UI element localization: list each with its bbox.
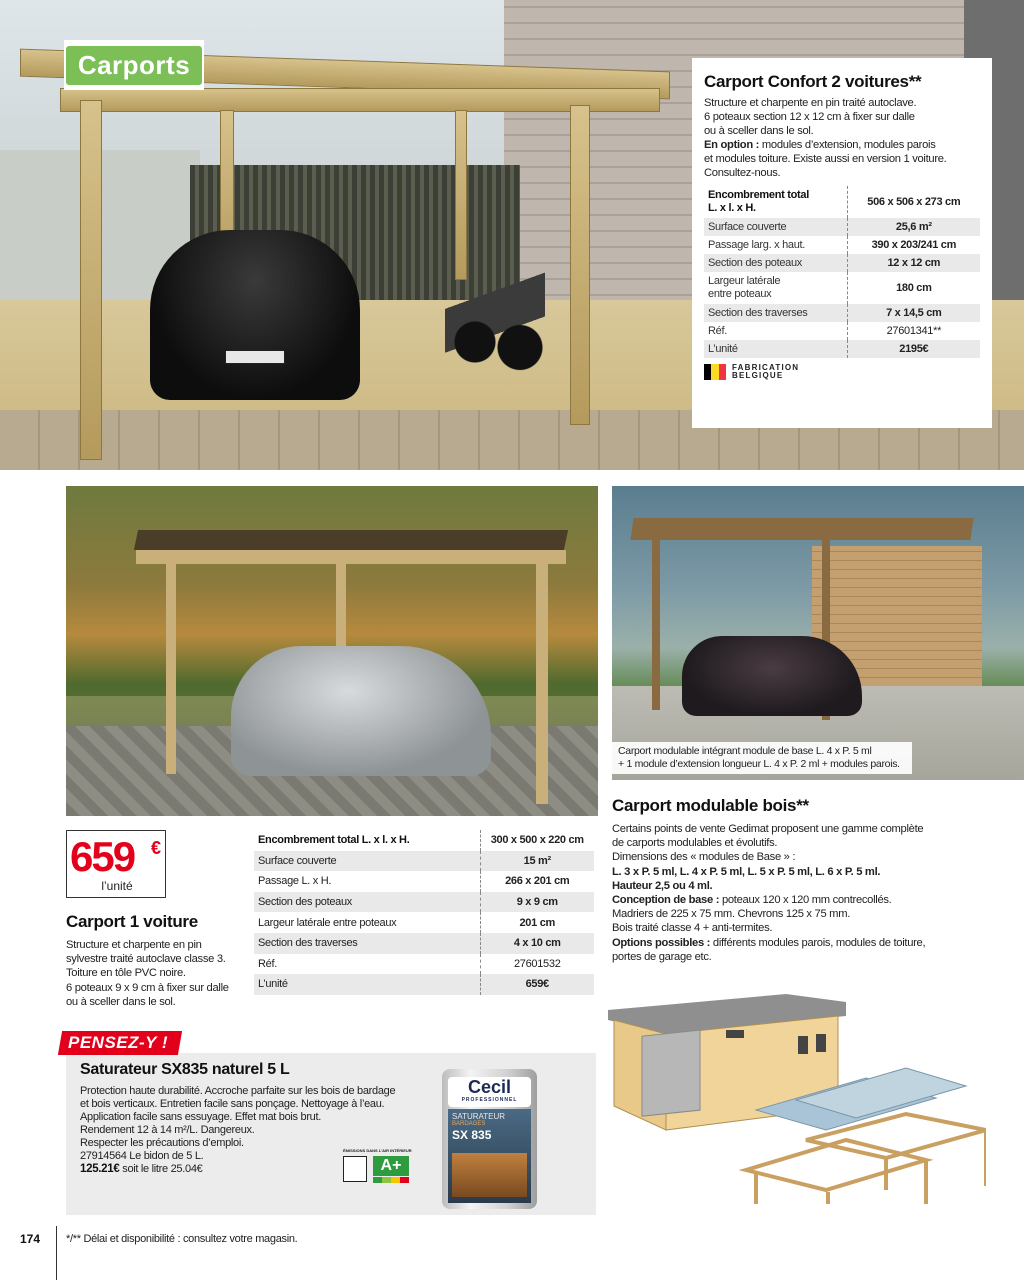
spec-label: Largeur latérale entre poteaux	[254, 912, 480, 933]
section-title: Carports	[66, 46, 202, 85]
fabrication-label	[704, 364, 980, 380]
caption-line: Carport modulable intégrant module de base L. 4 x P. 5 ml	[618, 745, 872, 757]
table-row	[704, 340, 980, 358]
desc-line: Rendement 12 à 14 m²/L. Dangereux.	[80, 1124, 255, 1136]
modulable-title: Carport modulable bois**	[612, 796, 809, 815]
photo1-silver-car	[231, 646, 491, 776]
options-label: Options possibles :	[612, 936, 711, 949]
spec-label: Encombrement total L. x l. x H.	[704, 186, 847, 218]
saturateur-can-image	[442, 1063, 537, 1209]
confort-title: Carport Confort 2 voitures**	[704, 72, 922, 91]
can-code: SX 835	[452, 1128, 492, 1142]
hero-post	[570, 105, 590, 425]
spec-label: Surface couverte	[704, 218, 847, 236]
desc-line: Dimensions des « modules de Base » :	[612, 851, 796, 864]
carport-1-description	[66, 938, 246, 1009]
table-row	[254, 851, 594, 872]
pensez-tag-text: PENSEZ-Y !	[68, 1033, 169, 1052]
table-row	[254, 892, 594, 913]
table-row	[254, 974, 594, 995]
pensez-price: 125.21€	[80, 1163, 120, 1175]
desc-line: Protection haute durabilité. Accroche parfaite sur les bois de bardage	[80, 1085, 396, 1097]
desc-line: Bois traité classe 4 + anti-termites.	[612, 922, 773, 935]
belgium-flag-icon	[704, 364, 726, 380]
spec-label: Passage larg. x haut.	[704, 236, 847, 254]
page-number: 174	[20, 1232, 41, 1246]
photo1-post	[166, 564, 176, 774]
table-row	[704, 218, 980, 236]
photo2-roof	[630, 518, 973, 540]
table-row	[704, 272, 980, 304]
emission-grade: A+	[373, 1156, 409, 1176]
spec-label: Section des traverses	[704, 304, 847, 322]
desc-line: Application facile sans essuyage. Effet mat bois brut.	[80, 1111, 322, 1123]
garage-door	[642, 1030, 700, 1116]
carport-modulable-photo	[612, 486, 1024, 780]
confort-option-label: En option :	[704, 139, 760, 151]
desc-line: Madriers de 225 x 75 mm. Chevrons 125 x 75 mm.	[612, 908, 851, 921]
carport-1-title: Carport 1 voiture	[66, 912, 198, 931]
desc-line: portes de garage etc.	[612, 950, 712, 963]
hero-post	[80, 100, 102, 460]
spec-value: 12 x 12 cm	[847, 254, 980, 272]
footnote: */** Délai et disponibilité : consultez votre magasin.	[66, 1233, 298, 1245]
footer-divider	[56, 1226, 57, 1280]
can-wood-photo	[452, 1153, 527, 1197]
desc-line: Certains points de vente Gedimat proposent une gamme complète	[612, 823, 924, 835]
spec-value: 180 cm	[847, 272, 980, 304]
hero-post	[455, 110, 467, 280]
shed-window	[798, 1036, 808, 1054]
house-icon	[343, 1156, 367, 1182]
price-currency: €	[151, 838, 162, 858]
table-row	[704, 236, 980, 254]
modulable-description	[612, 822, 952, 964]
fabrication-line-1: FABRICATION	[732, 363, 800, 372]
emission-badge	[343, 1148, 413, 1188]
shed-window	[816, 1034, 826, 1052]
desc-line: Toiture en tôle PVC noire.	[66, 967, 186, 980]
spec-value: 266 x 201 cm	[480, 871, 594, 892]
price-unit: l’unité	[101, 879, 133, 893]
spec-label: Surface couverte	[254, 851, 480, 872]
confort-desc-line: Structure et charpente en pin traité autoclave.	[704, 97, 917, 109]
spec-value: 27601532	[480, 954, 594, 975]
desc-line: et bois verticaux. Entretien facile sans ponçage. Nettoyage à l’eau.	[80, 1098, 385, 1110]
options-text: différents modules parois, modules de toiture,	[710, 936, 926, 949]
table-row	[254, 912, 594, 933]
pensez-y-box	[66, 1053, 596, 1215]
spec-value: 7 x 14,5 cm	[847, 304, 980, 322]
spec-value: 201 cm	[480, 912, 594, 933]
photo2-dark-car	[682, 636, 862, 716]
spec-label: Encombrement total L. x l. x H.	[254, 830, 480, 851]
spec-label: Section des traverses	[254, 933, 480, 954]
spec-label: Largeur latérale entre poteaux	[704, 272, 847, 304]
can-label	[448, 1109, 531, 1203]
spec-value: 25,6 m²	[847, 218, 980, 236]
spec-value: 659€	[480, 974, 594, 995]
desc-line: Respecter les précautions d’emploi.	[80, 1137, 244, 1149]
can-product-2: BARDAGES	[452, 1121, 486, 1127]
confort-info-box	[692, 58, 992, 428]
table-row	[704, 322, 980, 340]
spec-value: 390 x 203/241 cm	[847, 236, 980, 254]
desc-line: de carports modulables et évolutifs.	[612, 837, 778, 850]
spec-label: L’unité	[254, 974, 480, 995]
confort-desc-line: et modules toiture. Existe aussi en version 1 voiture.	[704, 153, 947, 165]
hero-motorcycle	[445, 265, 545, 375]
base-text: poteaux 120 x 120 mm contrecollés.	[719, 894, 892, 907]
confort-desc-line: 6 poteaux section 12 x 12 cm à fixer sur dalle	[704, 111, 915, 123]
emission-scale	[373, 1177, 409, 1183]
spec-value: 15 m²	[480, 851, 594, 872]
shed-window	[726, 1030, 744, 1038]
confort-option-text: modules d’extension, modules parois	[759, 139, 936, 151]
pensez-ref: 27914564 Le bidon de 5 L.	[80, 1150, 204, 1162]
desc-line: Structure et charpente en pin	[66, 939, 202, 951]
table-row	[254, 871, 594, 892]
carport-1-photo	[66, 486, 598, 816]
can-sub: PROFESSIONNEL	[461, 1097, 518, 1103]
can-label-top	[448, 1077, 531, 1107]
confort-option-line	[704, 138, 980, 152]
spec-label: Réf.	[704, 322, 847, 340]
base-label: Conception de base :	[612, 894, 720, 907]
photo1-beam	[136, 550, 566, 564]
photo2-caption	[612, 742, 912, 774]
modulable-options-line	[612, 936, 952, 950]
table-row	[704, 186, 980, 218]
pensez-y-tag	[58, 1031, 182, 1055]
spec-label: Passage L. x H.	[254, 871, 480, 892]
modulable-base-line	[612, 893, 952, 907]
table-row	[704, 304, 980, 322]
spec-value: 4 x 10 cm	[480, 933, 594, 954]
spec-value: 506 x 506 x 273 cm	[847, 186, 980, 218]
carport-1-price-box	[66, 830, 166, 898]
table-row	[704, 254, 980, 272]
pensez-product-title: Saturateur SX835 naturel 5 L	[80, 1061, 290, 1078]
table-row	[254, 954, 594, 975]
desc-line: 6 poteaux 9 x 9 cm à fixer sur dalle	[66, 981, 229, 994]
spec-label: L’unité	[704, 340, 847, 358]
spec-value: 300 x 500 x 220 cm	[480, 830, 594, 851]
confort-spec-table	[704, 186, 980, 358]
photo2-post	[652, 540, 660, 710]
modulable-exploded-drawing	[606, 990, 986, 1205]
spec-label: Section des poteaux	[254, 892, 480, 913]
section-badge	[64, 40, 204, 90]
fabrication-line-2: BELGIQUE	[732, 371, 784, 380]
can-brand: Cecil	[467, 1077, 512, 1097]
desc-line: sylvestre traité autoclave classe 3.	[66, 953, 226, 966]
modulable-dimensions: L. 3 x P. 5 ml, L. 4 x P. 5 ml, L. 5 x P. 5 ml, L. 6 x P. 5 ml.	[612, 865, 881, 878]
emission-label: ÉMISSIONS DANS L’AIR INTÉRIEUR	[343, 1148, 412, 1153]
spec-label: Section des poteaux	[704, 254, 847, 272]
hero-black-car	[150, 230, 360, 400]
spec-value: 9 x 9 cm	[480, 892, 594, 913]
photo1-roof	[134, 530, 568, 550]
can-product-1: SATURATEUR	[452, 1112, 506, 1121]
spec-label: Réf.	[254, 954, 480, 975]
spec-value: 2195€	[847, 340, 980, 358]
confort-desc-line: ou à sceller dans le sol.	[704, 125, 814, 137]
desc-line: ou à sceller dans le sol.	[66, 995, 176, 1008]
pensez-price-per-litre: soit le litre 25.04€	[119, 1163, 203, 1175]
hero-car-plate	[225, 350, 285, 364]
confort-description	[704, 96, 980, 180]
table-row	[254, 933, 594, 954]
modulable-height: Hauteur 2,5 ou 4 ml.	[612, 879, 713, 892]
spec-value: 27601341**	[847, 322, 980, 340]
fabrication-text	[732, 364, 799, 380]
table-row	[254, 830, 594, 851]
confort-desc-line: Consultez-nous.	[704, 167, 781, 179]
photo1-post	[536, 564, 548, 804]
carport-1-spec-table	[254, 830, 594, 995]
price-amount: 659	[70, 833, 135, 880]
caption-line: + 1 module d’extension longueur L. 4 x P. 2 ml + modules parois.	[618, 758, 900, 770]
